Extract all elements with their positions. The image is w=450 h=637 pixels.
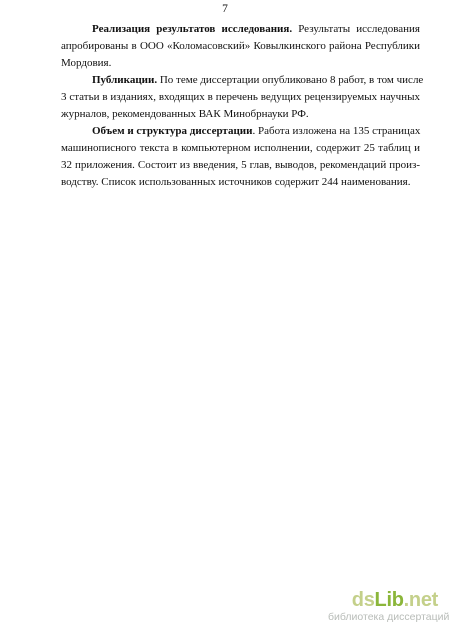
text-line: апробированы в ООО «Коломасовский» Ковылкинского района Республики [61, 40, 420, 52]
line-text: . Работа изложена на 135 страницах [252, 125, 421, 137]
text-line: Мордовия. [61, 57, 112, 69]
text-line: машинописного текста в компьютерном исполнении, содержит 25 таблиц и [61, 142, 420, 154]
body-text [61, 21, 424, 191]
page-number: 7 [222, 3, 228, 15]
run-in-heading: Публикации. [92, 74, 158, 86]
run-in-heading: Объем и структура диссертации [92, 125, 253, 137]
paragraph-implementation [61, 21, 420, 72]
dslib-watermark [328, 589, 450, 623]
text-line [92, 72, 424, 89]
text-line: водству. Список использованных источников содержит 244 наименования. [61, 176, 411, 188]
paragraph-publications [61, 72, 424, 123]
text-line: 3 статьи в изданиях, входящих в перечень ведущих рецензируемых научных [61, 91, 420, 103]
dslib-logo: dsLib.net [351, 589, 438, 611]
text-line [92, 21, 420, 38]
text-line: журналов, рекомендованных ВАК Минобрнауки РФ. [61, 108, 309, 120]
watermark-subtitle: библиотека диссертаций [328, 611, 450, 623]
text-line [92, 123, 420, 140]
line-text: Результаты исследования [292, 23, 420, 35]
run-in-heading: Реализация результатов исследования. [92, 23, 293, 35]
paragraph-structure [61, 123, 421, 191]
text-line: 32 приложения. Состоит из введения, 5 глав, выводов, рекомендаций произ- [61, 159, 420, 171]
line-text: По теме диссертации опубликовано 8 работ, в том числе [157, 74, 424, 86]
